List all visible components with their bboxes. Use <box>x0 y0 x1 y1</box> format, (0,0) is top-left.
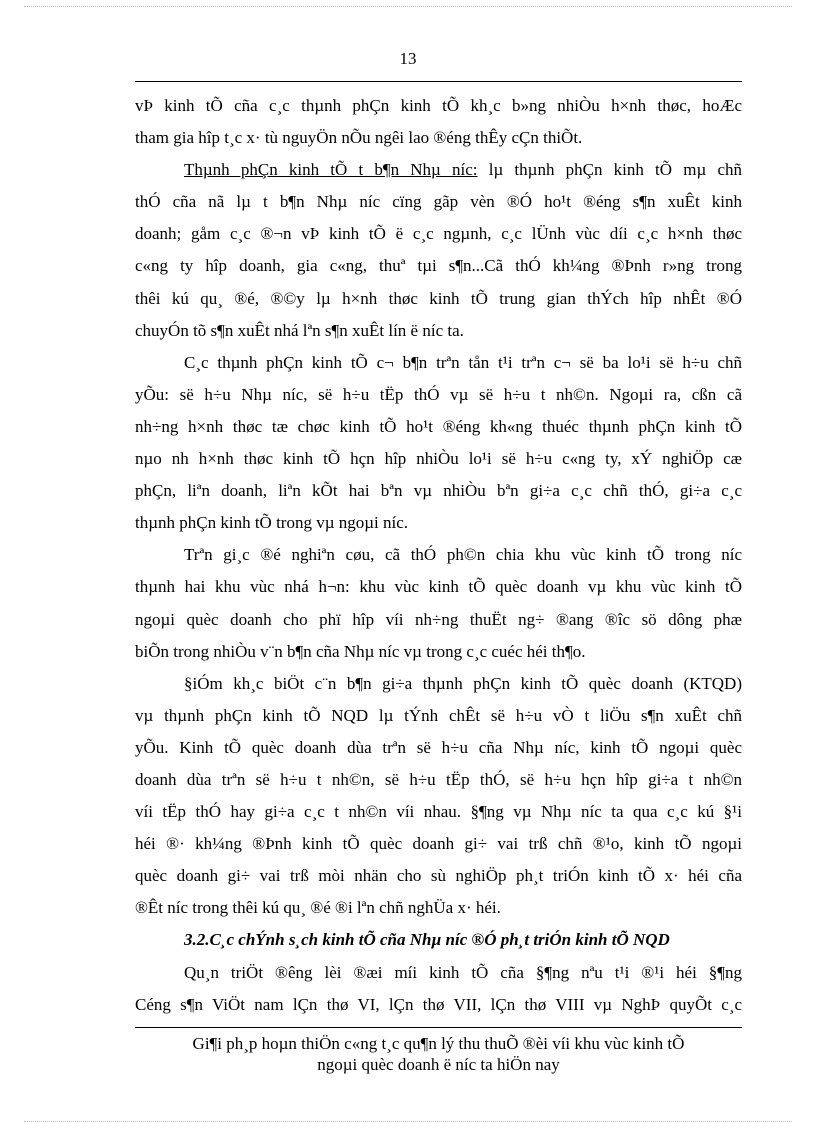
text-span: lµ thµnh phÇn kinh tÕ mµ chñ <box>477 160 742 180</box>
text-line: Qu¸n triÖt ®êng lèi ®æi míi kinh tÕ cña §¶ng nªu t¹i ®¹i héi §¶ng <box>184 962 742 982</box>
text-line: thêi kú qu¸ ®é, ®©y lµ h×nh thøc kinh tÕ trung gian thÝch hîp nhÊt ®Ó <box>135 288 742 308</box>
text-line <box>135 154 742 186</box>
text-line: yÕu: së h÷u Nhµ níc, së h÷u tËp thÓ vµ së h÷u t nh©n. Ngoµi ra, cßn cã <box>135 384 742 404</box>
footer-line: ngoµi quèc doanh ë níc ta hiÖn nay <box>317 1055 560 1074</box>
header-rule <box>135 81 742 82</box>
text-line: phÇn, liªn doanh, liªn kÕt hai bªn vµ nhiÒu bªn gi÷a c¸c chñ thÓ, gi÷a c¸c <box>135 481 742 501</box>
text-line: héi ®· kh¼ng ®Þnh kinh tÕ quèc doanh gi÷ vai trß chñ ®¹o, kinh tÕ ngoµi <box>135 834 742 854</box>
text-line: vÞ kinh tÕ cña c¸c thµnh phÇn kinh tÕ kh¸c b»ng nhiÒu h×nh thøc, hoÆc <box>135 96 742 115</box>
footer-rule <box>135 1027 742 1028</box>
running-footer <box>135 1033 742 1075</box>
text-line: tham gia hîp t¸c x· tù nguyÖn nÕu ngêi lao ®éng thÊy cÇn thiÕt. <box>135 128 583 148</box>
text-line: vµ thµnh phÇn kinh tÕ NQD lµ tÝnh chÊt së h÷u vÒ t liÖu s¶n xuÊt chñ <box>135 705 742 725</box>
text-line: yÕu. Kinh tÕ quèc doanh dùa trªn së h÷u cña Nhµ níc, kinh tÕ ngoµi quèc <box>135 737 742 757</box>
page-bottom-dotted-border <box>24 1121 792 1122</box>
text-line: doanh dùa trªn së h÷u t nh©n, së h÷u tËp thÓ, së h÷u hçn hîp gi÷a t nh©n <box>135 769 742 789</box>
text-line: thÓ cña nã lµ t b¶n Nhµ níc cïng gãp vèn ®Ó ho¹t ®éng s¶n xuÊt kinh <box>135 192 742 212</box>
text-line: c«ng ty hîp doanh, gia c«ng, thuª tµi s¶n...Cã thÓ kh¼ng ®Þnh r»ng trong <box>135 256 742 276</box>
page-number: 13 <box>399 49 417 68</box>
text-line: nµo nh h×nh thøc kinh tÕ hçn hîp nhiÒu lo¹i së h÷u c«ng ty, xÝ nghiÖp cæ <box>135 449 742 469</box>
text-line: ®Êt níc trong thêi kú qu¸ ®é ®i lªn chñ nghÜa x· héi. <box>135 898 501 918</box>
text-line: nh÷ng h×nh thøc tæ chøc kinh tÕ ho¹t ®éng kh«ng thuéc thµnh phÇn kinh tÕ <box>135 416 742 436</box>
text-line: thµnh hai khu vùc nhá h¬n: khu vùc kinh tÕ quèc doanh vµ khu vùc kinh tÕ <box>135 577 742 597</box>
text-line: Trªn gi¸c ®é nghiªn cøu, cã thÓ ph©n chia khu vùc kinh tÕ trong níc <box>184 545 742 565</box>
text-line: doanh; gåm c¸c ®¬n vÞ kinh tÕ ë c¸c ngµnh, c¸c lÜnh vùc díi c¸c h×nh thøc <box>135 224 742 244</box>
text-line: quèc doanh gi÷ vai trß mòi nhän cho sù nghiÖp ph¸t triÓn kinh tÕ x· héi cña <box>135 866 742 886</box>
text-line: C¸c thµnh phÇn kinh tÕ c¬ b¶n trªn tån t¹i trªn c¬ së ba lo¹i së h÷u chñ <box>184 352 742 372</box>
text-line: chuyÓn tõ s¶n xuÊt nhá lªn s¶n xuÊt lín ë níc ta. <box>135 320 464 340</box>
text-line: biÕn trong nhiÒu v¨n b¶n cña Nhµ níc vµ trong c¸c cuéc héi th¶o. <box>135 641 586 661</box>
text-line: Céng s¶n ViÖt nam lÇn thø VI, lÇn thø VII, lÇn thø VIII vµ NghÞ quyÕt c¸c <box>135 994 742 1014</box>
footer-line: Gi¶i ph¸p hoµn thiÖn c«ng t¸c qu¶n lý thu thuÕ ®èi víi khu vùc kinh tÕ <box>192 1034 685 1053</box>
page-top-dotted-border <box>24 6 792 7</box>
section-heading: 3.2.C¸c chÝnh s¸ch kinh tÕ cña Nhµ níc ®Ó ph¸t triÓn kinh tÕ NQD <box>184 930 670 950</box>
text-line: víi tËp thÓ hay gi÷a c¸c t nh©n víi nhau. §¶ng vµ Nhµ níc ta qua c¸c kú §¹i <box>135 802 742 822</box>
section-label-state-capitalism: Thµnh phÇn kinh tÕ t b¶n Nhµ níc: <box>184 160 478 180</box>
text-line: thµnh phÇn kinh tÕ trong vµ ngoµi níc. <box>135 513 409 533</box>
text-line: ngoµi quèc doanh cho phï hîp víi nh÷ng thuËt ng÷ ®ang ®îc sö dông phæ <box>135 609 742 629</box>
body-text <box>135 90 742 1021</box>
text-line: §iÓm kh¸c biÖt c¨n b¶n gi÷a thµnh phÇn kinh tÕ quèc doanh (KTQD) <box>184 673 742 693</box>
